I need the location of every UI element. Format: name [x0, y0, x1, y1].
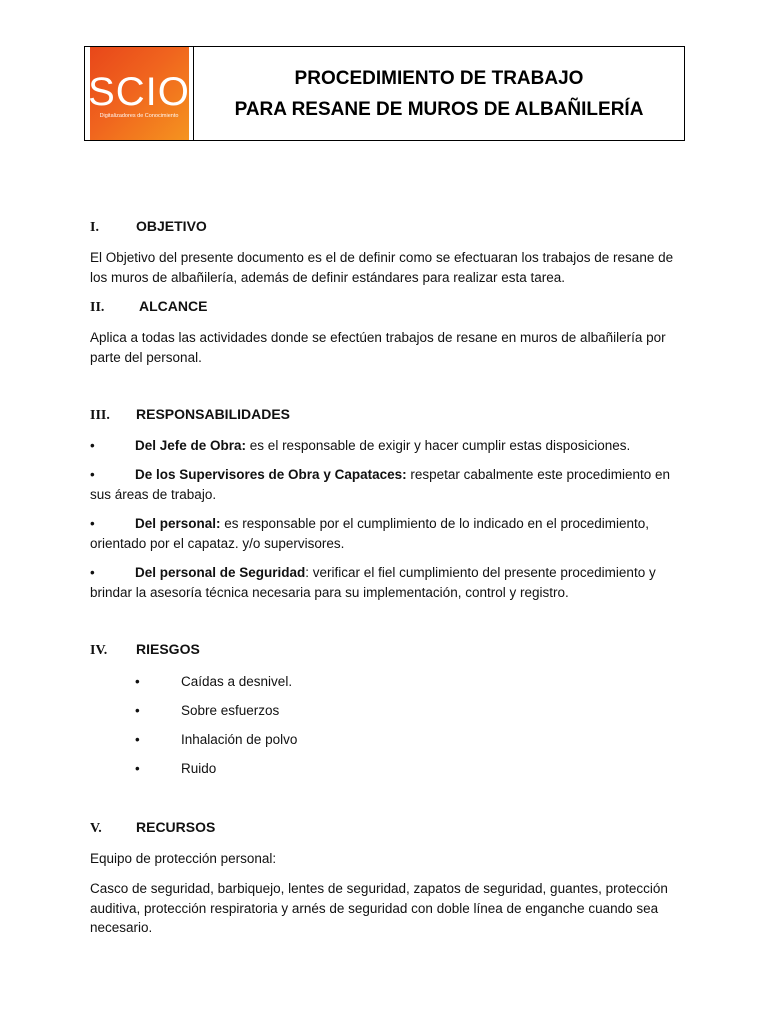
recursos-subtitle: Equipo de protección personal: [90, 851, 277, 866]
item-text: es el responsable de exigir y hacer cumplir estas disposiciones. [246, 438, 631, 453]
item-text: : verificar el fiel cumplimiento del presente procedimiento y brindar la asesoría técnica necesaria para su implementación, control y registro. [90, 565, 656, 600]
risk-text: Sobre esfuerzos [181, 703, 280, 718]
item-label: Del personal de Seguridad [135, 565, 306, 580]
logo-text: SCIO [88, 69, 190, 114]
alcance-text: Aplica a todas las actividades donde se efectúen trabajos de resane en muros de albañilería por parte del personal. [90, 330, 666, 365]
section-number: V. [90, 821, 102, 836]
item-text: es responsable por el cumplimiento de lo indicado en el procedimiento, orientado por el capataz. y/o supervisores. [90, 516, 650, 551]
section-number: III. [90, 408, 110, 423]
section-heading-objetivo [90, 218, 207, 236]
bullet: • [90, 438, 95, 453]
risk-text: Inhalación de polvo [181, 732, 298, 747]
section-heading-riesgos [90, 641, 200, 659]
list-item [90, 514, 680, 553]
title-line-2: PARA RESANE DE MUROS DE ALBAÑILERÍA [234, 98, 644, 120]
section-number: II. [90, 300, 105, 315]
item-label: Del Jefe de Obra: [135, 438, 247, 453]
risk-text: Caídas a desnivel. [181, 674, 293, 689]
scio-logo [90, 47, 189, 140]
section-number: IV. [90, 643, 108, 658]
document-header [84, 46, 685, 141]
section-number: I. [90, 220, 99, 235]
logo-cell [85, 47, 194, 140]
bullet: • [135, 703, 140, 718]
bullet: • [90, 467, 95, 482]
bullet: • [90, 516, 95, 531]
section-heading-recursos [90, 819, 215, 837]
bullet: • [135, 674, 140, 689]
bullet: • [135, 761, 140, 776]
list-item [135, 672, 292, 691]
section-title: RECURSOS [136, 819, 216, 835]
item-label: Del personal: [135, 516, 221, 531]
risk-text: Ruido [181, 761, 217, 776]
list-item [135, 730, 297, 749]
section-title: OBJETIVO [136, 218, 207, 234]
section-title: RIESGOS [136, 641, 200, 657]
list-item [135, 701, 279, 720]
list-item [90, 436, 680, 456]
section-heading-responsabilidades [90, 406, 290, 424]
recursos-text: Casco de seguridad, barbiquejo, lentes de seguridad, zapatos de seguridad, guantes, protección auditiva, protección respiratoria y arnés de seguridad con doble línea de enganche cuando sea necesario. [90, 881, 668, 935]
bullet: • [90, 565, 95, 580]
logo-tagline: Digitalizadores de Conocimiento [99, 112, 179, 119]
list-item [135, 759, 216, 778]
title-line-1: PROCEDIMIENTO DE TRABAJO [294, 67, 584, 89]
section-title: RESPONSABILIDADES [136, 406, 291, 422]
objetivo-text: El Objetivo del presente documento es el de definir como se efectuaran los trabajos de resane de los muros de albañilería, además de definir estándares para realizar esta tarea. [90, 250, 674, 285]
section-heading-alcance [90, 298, 207, 316]
item-text: respetar cabalmente este procedimiento en sus áreas de trabajo. [90, 467, 671, 502]
item-label: De los Supervisores de Obra y Capataces: [135, 467, 407, 482]
bullet: • [135, 732, 140, 747]
section-title: ALCANCE [139, 298, 208, 314]
document-title [194, 47, 684, 140]
list-item [90, 563, 680, 602]
list-item [90, 465, 680, 504]
